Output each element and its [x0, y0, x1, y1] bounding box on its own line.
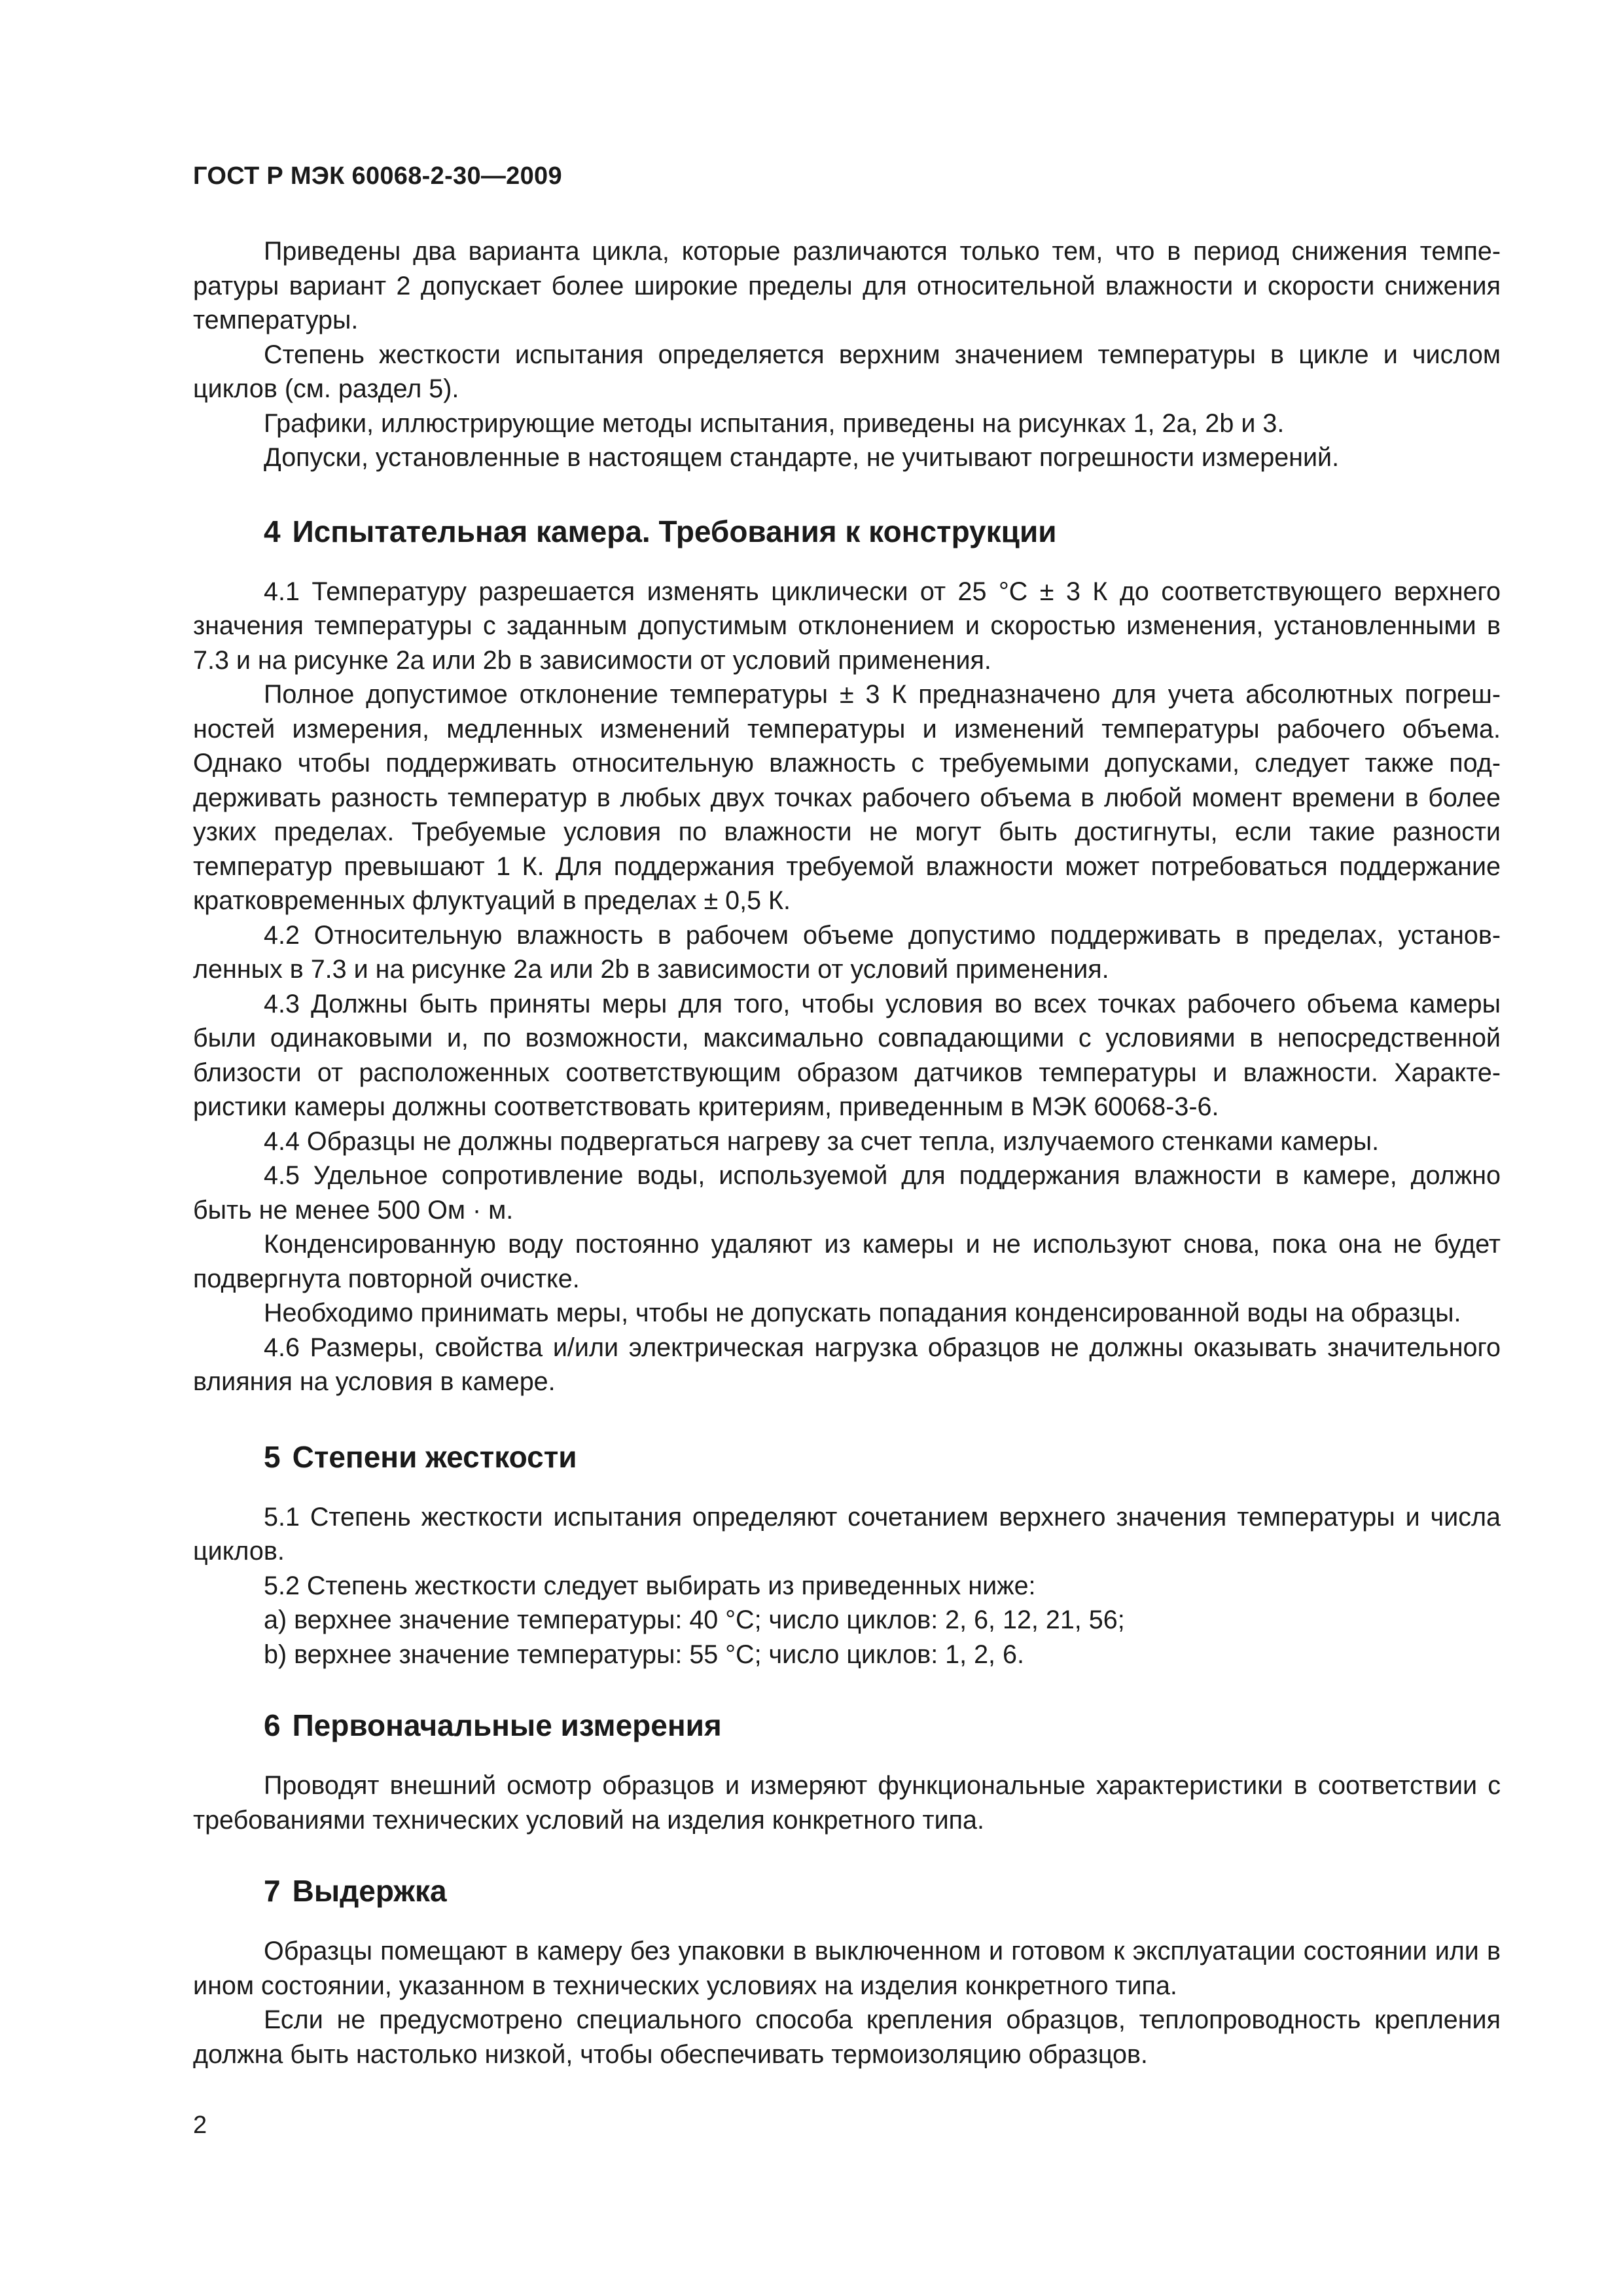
- section-5-number: 5: [264, 1439, 281, 1474]
- intro-paragraph-4: Допуски, установленные в настоящем стандарте, не учитывают погрешности измерений.: [264, 443, 1340, 472]
- intro-paragraph-1: Приведены два варианта цикла, которые различаются только тем, что в период снижения температуры вариант 2 допускает более широкие пределы для относительной влажности и скорости снижения температуры.: [193, 237, 1501, 334]
- clause-4-4: 4.4 Образцы не должны подвергаться нагреву за счет тепла, излучаемого стенками камеры.: [264, 1126, 1380, 1156]
- section-5-title: Степени жесткости: [292, 1439, 577, 1474]
- intro-paragraph-3: Графики, иллюстрирующие методы испытания, приведены на рисунках 1, 2а, 2b и 3.: [264, 408, 1285, 438]
- section-7-heading: [193, 1873, 1501, 1909]
- list-item-b: b) верхнее значение температуры: 55 °С; число циклов: 1, 2, 6.: [264, 1640, 1024, 1669]
- clause-4-5: 4.5 Удельное сопротивление воды, используемой для поддержания влажности в камере, должно быть не менее 500 Ом · м.: [193, 1161, 1501, 1225]
- clause-5-2: 5.2 Степень жесткости следует выбирать из приведенных ниже:: [264, 1571, 1036, 1600]
- clause-4-5-condensed-water: Конденсированную воду постоянно удаляют из камеры и не используют снова, пока она не будет подвергнута повторной очистке.: [193, 1230, 1501, 1293]
- page-content: [193, 234, 1501, 2072]
- intro-paragraph-2: Степень жесткости испытания определяется верхним значением температуры в цикле и числом циклов (см. раздел 5).: [193, 340, 1501, 403]
- list-item-a: а) верхнее значение температуры: 40 °С; число циклов: 2, 6, 12, 21, 56;: [264, 1605, 1125, 1634]
- section-6-title: Первоначальные измерения: [292, 1708, 722, 1742]
- section-5-heading: [193, 1439, 1501, 1475]
- section-7-title: Выдержка: [292, 1874, 447, 1908]
- clause-4-3: 4.3 Должны быть приняты меры для того, чтобы условия во всех точках рабочего объема камеры были одинаковыми и, по возможности, максимально совпадающими с условиями в непосредственной близости от расположенных соответствующим образом датчиков температуры и влажности. Характеристики камеры должны соответствовать критериям, приведенным в МЭК 60068-3-6.: [193, 989, 1501, 1121]
- page-number: 2: [193, 2111, 207, 2139]
- section-6-paragraph: Проводят внешний осмотр образцов и измеряют функциональные характеристики в соответствии с требованиями технических условий на изделия конкретного типа.: [193, 1771, 1501, 1835]
- section-6-heading: [193, 1707, 1501, 1744]
- clause-4-5-precautions: Необходимо принимать меры, чтобы не допускать попадания конденсированной воды на образцы.: [264, 1299, 1461, 1327]
- section-4-heading: [193, 513, 1501, 550]
- clause-4-1: 4.1 Температуру разрешается изменять циклически от 25 °С ± 3 К до соответствующего верхнего значения температуры с заданным допустимым отклонением и скоростью изменения, установленными в 7.3 и на рисунке 2а или 2b в зависимости от условий применения.: [193, 577, 1501, 675]
- section-6-number: 6: [264, 1708, 281, 1742]
- section-4-title: Испытательная камера. Требования к конструкции: [292, 514, 1057, 548]
- section-7-paragraph-2: Если не предусмотрено специального способа крепления образцов, теплопроводность крепления должна быть настолько низкой, чтобы обеспечивать термоизоляцию образцов.: [193, 2005, 1501, 2069]
- clause-5-1: 5.1 Степень жесткости испытания определяют сочетанием верхнего значения температуры и числа циклов.: [193, 1502, 1501, 1566]
- section-4-number: 4: [264, 514, 281, 548]
- clause-4-2: 4.2 Относительную влажность в рабочем объеме допустимо поддерживать в пределах, установленных в 7.3 и на рисунке 2а или 2b в зависимости от условий применения.: [193, 920, 1501, 984]
- document-code-header: ГОСТ Р МЭК 60068-2-30—2009: [193, 162, 562, 190]
- section-7-paragraph-1: Образцы помещают в камеру без упаковки в выключенном и готовом к эксплуатации состоянии или в ином состоянии, указанном в технических условиях на изделия конкретного типа.: [193, 1937, 1501, 2000]
- clause-4-1-continued: Полное допустимое отклонение температуры ± 3 К предназначено для учета абсолютных погрешностей измерения, медленных изменений температуры и изменений температуры рабочего объема. Однако чтобы поддерживать относительную влажность с требуемыми допусками, следует также поддерживать разность температур в любых двух точках рабочего объема в любой момент времени в более узких пределах. Требуемые условия по влажности не могут быть достигнуты, если такие разности температур превышают 1 К. Для поддержания требуемой влажности может потребоваться поддержание кратковременных флуктуаций в пределах ± 0,5 К.: [193, 680, 1501, 915]
- section-7-number: 7: [264, 1874, 281, 1908]
- clause-4-6: 4.6 Размеры, свойства и/или электрическая нагрузка образцов не должны оказывать значительного влияния на условия в камере.: [193, 1333, 1501, 1396]
